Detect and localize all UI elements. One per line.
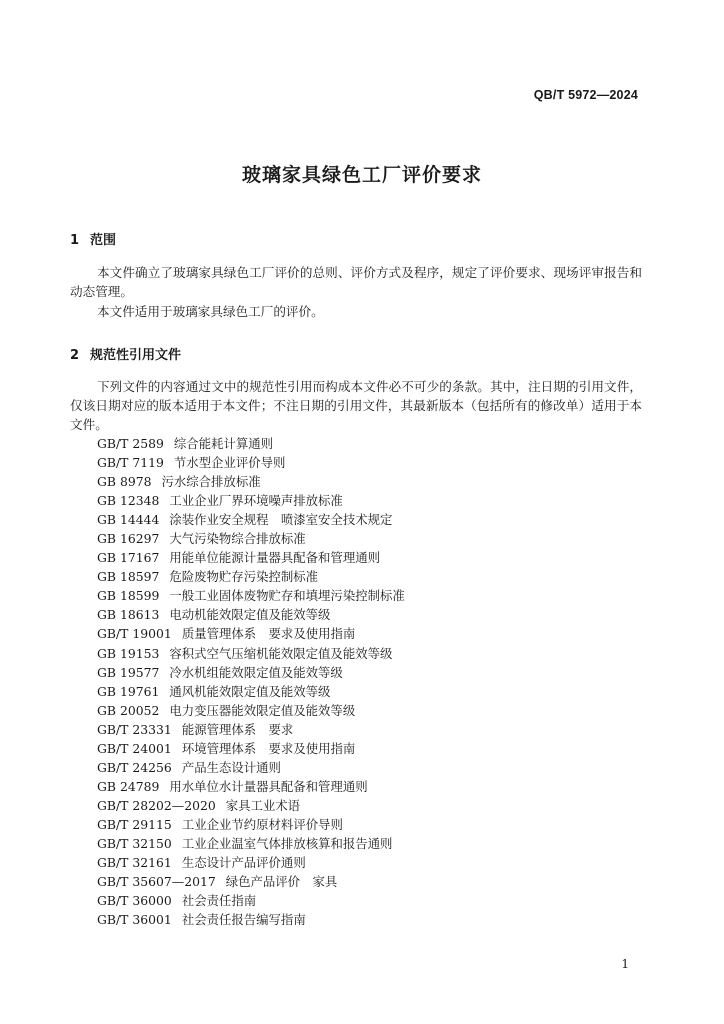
reference-code: GB 8978 [97,474,152,490]
section-2-title: 规范性引用文件 [90,348,182,363]
reference-code: GB 18599 [97,588,160,604]
reference-title: 产品生态设计通则 [181,759,281,775]
reference-title: 一般工业固体废物贮存和填埋污染控制标准 [169,588,405,604]
reference-item [97,548,405,567]
reference-title: 大气污染物综合排放标准 [169,531,306,547]
reference-item [97,586,405,605]
reference-title: 通风机能效限定值及能效等级 [169,683,331,699]
reference-item [97,853,405,872]
reference-item [97,910,405,929]
reference-item [97,777,405,796]
reference-code: GB 19153 [97,645,160,661]
reference-item [97,663,405,682]
reference-code: GB 18597 [97,569,160,585]
reference-item [97,682,405,701]
reference-title: 环境管理体系 要求及使用指南 [181,740,356,756]
section-2-number: 2 [70,348,80,363]
reference-title: 用能单位能源计量器具配备和管理通则 [169,550,380,566]
reference-code: GB 24789 [97,778,160,794]
reference-code: GB 19577 [97,664,160,680]
reference-title: 社会责任报告编写指南 [181,912,306,928]
reference-item [97,434,405,453]
reference-item [97,834,405,853]
reference-item [97,605,405,624]
reference-item [97,872,405,891]
reference-code: GB/T 36000 [97,893,172,909]
reference-item [97,891,405,910]
reference-item [97,739,405,758]
reference-item [97,701,405,720]
section-2-heading [70,344,181,363]
section-1-heading [70,229,116,248]
reference-code: GB/T 35607—2017 [97,874,216,890]
reference-code: GB/T 28202—2020 [97,797,216,813]
reference-item [97,758,405,777]
standard-code: QB/T 5972—2024 [533,88,638,102]
reference-title: 工业企业节约原材料评价导则 [181,816,343,832]
reference-code: GB/T 32161 [97,855,172,871]
reference-code: GB 17167 [97,550,160,566]
reference-item [97,624,405,643]
reference-code: GB/T 24256 [97,759,172,775]
document-title: 玻璃家具绿色工厂评价要求 [241,164,482,186]
section-2-intro: 下列文件的内容通过文中的规范性引用而构成本文件必不可少的条款。其中，注日期的引用文件，仅该日期对应的版本适用于本文件；不注日期的引用文件，其最新版本（包括所有的修改单）适用于本文件。 [70,379,642,432]
reference-title: 容积式空气压缩机能效限定值及能效等级 [169,645,393,661]
reference-title: 社会责任指南 [181,893,257,909]
page-number: 1 [621,957,629,971]
reference-item [97,453,405,472]
reference-title: 节水型企业评价导则 [173,455,286,471]
reference-code: GB 18613 [97,607,160,623]
reference-code: GB/T 7119 [97,455,164,471]
section-1-number: 1 [70,233,80,248]
reference-title: 家具工业术语 [225,797,301,813]
reference-title: 综合能耗计算通则 [173,436,274,451]
reference-title: 电动机能效限定值及能效等级 [169,607,331,623]
reference-code: GB/T 36001 [97,912,172,928]
reference-title: 生态设计产品评价通则 [181,855,306,871]
reference-code: GB 12348 [97,493,160,509]
reference-item [97,644,405,663]
reference-title: 质量管理体系 要求及使用指南 [181,626,356,642]
reference-code: GB/T 23331 [97,721,172,737]
reference-code: GB/T 2589 [97,436,164,451]
section-1-paragraph-2: 本文件适用于玻璃家具绿色工厂的评价。 [97,304,324,319]
reference-item [97,529,405,548]
reference-title: 涂装作业安全规程 喷漆室安全技术规定 [169,512,393,528]
reference-code: GB/T 29115 [97,816,172,832]
reference-title: 工业企业温室气体排放核算和报告通则 [181,835,393,851]
section-1-paragraph-1: 本文件确立了玻璃家具绿色工厂评价的总则、评价方式及程序，规定了评价要求、现场评审报告和动态管理。 [70,265,642,299]
reference-item [97,472,405,491]
reference-title: 用水单位水计量器具配备和管理通则 [169,778,368,794]
reference-list [97,434,405,929]
reference-item [97,720,405,739]
reference-code: GB 14444 [97,512,160,528]
reference-code: GB/T 32150 [97,835,172,851]
reference-code: GB/T 19001 [97,626,172,642]
reference-title: 冷水机组能效限定值及能效等级 [169,664,343,680]
reference-item [97,510,405,529]
section-1-title: 范围 [90,233,117,248]
reference-item [97,567,405,586]
reference-code: GB 20052 [97,702,160,718]
reference-title: 能源管理体系 要求 [181,721,294,737]
reference-title: 绿色产品评价 家具 [225,874,338,890]
reference-code: GB 19761 [97,683,160,699]
reference-item [97,796,405,815]
reference-title: 工业企业厂界环境噪声排放标准 [169,493,343,509]
reference-title: 污水综合排放标准 [161,474,261,490]
reference-item [97,491,405,510]
reference-item [97,815,405,834]
reference-code: GB/T 24001 [97,740,172,756]
reference-title: 电力变压器能效限定值及能效等级 [169,702,356,718]
reference-title: 危险废物贮存污染控制标准 [169,569,319,585]
reference-code: GB 16297 [97,531,160,547]
